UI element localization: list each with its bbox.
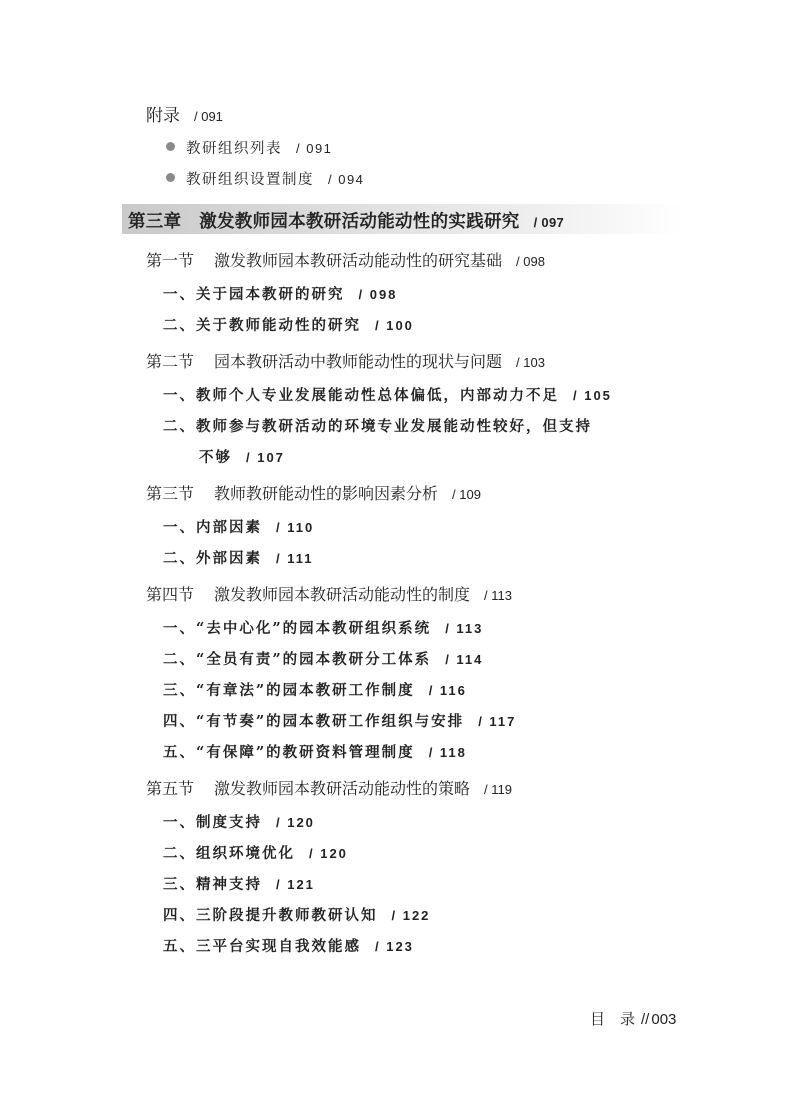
- toc-item-continuation: [199, 446, 285, 467]
- page-footer: [590, 1008, 676, 1029]
- toc-item-text: 二、组织环境优化: [163, 845, 295, 862]
- toc-item: [163, 679, 467, 700]
- toc-item: [163, 617, 483, 638]
- toc-item-text: 一、“去中心化”的园本教研组织系统: [163, 620, 432, 637]
- toc-item-text: 教研组织列表: [186, 141, 282, 157]
- toc-item-text: 一、制度支持: [163, 814, 262, 831]
- toc-section: [146, 776, 512, 799]
- page-number: / 103: [516, 355, 545, 370]
- page-number: / 098: [516, 254, 545, 269]
- section-number: 第三节: [146, 484, 195, 503]
- toc-item-text: 二、“全员有责”的园本教研分工体系: [163, 651, 432, 668]
- section-title: 园本教研活动中教师能动性的现状与问题: [214, 352, 503, 371]
- bullet-dot-icon: [166, 142, 175, 151]
- page-number: / 113: [445, 621, 484, 636]
- page-number: / 110: [276, 520, 315, 535]
- page-number: / 113: [484, 588, 512, 603]
- toc-item-text: 五、三平台实现自我效能感: [163, 938, 361, 955]
- toc-appendix-item: [166, 168, 364, 189]
- section-number: 第四节: [146, 585, 195, 604]
- toc-item-text: 四、“有节奏”的园本教研工作组织与安排: [163, 713, 465, 730]
- page-number: / 114: [445, 652, 484, 667]
- section-title: 激发教师园本教研活动能动性的策略: [214, 779, 471, 798]
- footer-label: 目 录: [590, 1010, 636, 1028]
- toc-item: [163, 904, 430, 925]
- toc-item: [163, 415, 592, 436]
- page-number: / 097: [533, 215, 565, 230]
- toc-item: [163, 811, 315, 832]
- toc-item: [163, 314, 414, 335]
- toc-item-text: 三、精神支持: [163, 876, 262, 893]
- toc-item-text: 二、外部因素: [163, 550, 262, 567]
- section-title: 激发教师园本教研活动能动性的研究基础: [214, 251, 503, 270]
- chapter-title: 第三章 激发教师园本教研活动能动性的实践研究: [128, 212, 520, 232]
- page-number: / 094: [328, 172, 365, 187]
- page-number: / 091: [194, 109, 223, 124]
- toc-chapter: [128, 208, 564, 233]
- toc-section: [146, 248, 545, 271]
- toc-item-text: 不够: [199, 449, 232, 466]
- section-title: 教师教研能动性的影响因素分析: [214, 484, 439, 503]
- section-number: 第一节: [146, 251, 195, 270]
- toc-item: [163, 283, 397, 304]
- toc-item: [163, 935, 414, 956]
- toc-section: [146, 481, 481, 504]
- page-number: / 121: [276, 877, 315, 892]
- page-number: / 120: [309, 846, 348, 861]
- toc-item: [163, 873, 315, 894]
- page-number: / 100: [375, 318, 414, 333]
- footer-separator: //: [641, 1011, 650, 1028]
- section-number: 第五节: [146, 779, 195, 798]
- page-number: / 109: [452, 487, 481, 502]
- bullet-dot-icon: [166, 173, 175, 182]
- page-number: / 111: [276, 551, 314, 566]
- toc-item-text: 二、关于教师能动性的研究: [163, 317, 361, 334]
- page-number: / 119: [484, 782, 512, 797]
- page-number: / 091: [296, 141, 333, 156]
- toc-item: [163, 516, 314, 537]
- toc-item: [163, 547, 313, 568]
- toc-item: [163, 710, 516, 731]
- toc-item-text: 二、教师参与教研活动的环境专业发展能动性较好，但支持: [163, 418, 592, 435]
- section-number: 第二节: [146, 352, 195, 371]
- toc-item-text: 五、“有保障”的教研资料管理制度: [163, 744, 415, 761]
- toc-appendix: [146, 101, 223, 126]
- page-number: / 107: [246, 450, 285, 465]
- footer-page-number: 003: [651, 1011, 677, 1028]
- toc-appendix-title: 附录: [146, 106, 180, 126]
- page-number: / 123: [375, 939, 414, 954]
- toc-item-text: 一、内部因素: [163, 519, 262, 536]
- toc-section: [146, 582, 512, 605]
- toc-item-text: 一、关于园本教研的研究: [163, 286, 345, 303]
- toc-item-text: 三、“有章法”的园本教研工作制度: [163, 682, 415, 699]
- page-number: / 118: [428, 745, 467, 760]
- page-number: / 117: [478, 714, 517, 729]
- toc-item-text: 一、教师个人专业发展能动性总体偏低，内部动力不足: [163, 387, 559, 404]
- toc-item: [163, 648, 483, 669]
- toc-section: [146, 349, 545, 372]
- page-number: / 120: [276, 815, 315, 830]
- toc-item: [163, 842, 348, 863]
- page-number: / 105: [573, 388, 612, 403]
- section-title: 激发教师园本教研活动能动性的制度: [214, 585, 471, 604]
- toc-appendix-item: [166, 137, 332, 158]
- toc-item-text: 教研组织设置制度: [186, 172, 314, 188]
- page-number: / 116: [428, 683, 467, 698]
- toc-item: [163, 741, 467, 762]
- toc-item-text: 四、三阶段提升教师教研认知: [163, 907, 378, 924]
- page-number: / 098: [358, 287, 398, 302]
- toc-item: [163, 384, 612, 405]
- page-number: / 122: [391, 908, 431, 923]
